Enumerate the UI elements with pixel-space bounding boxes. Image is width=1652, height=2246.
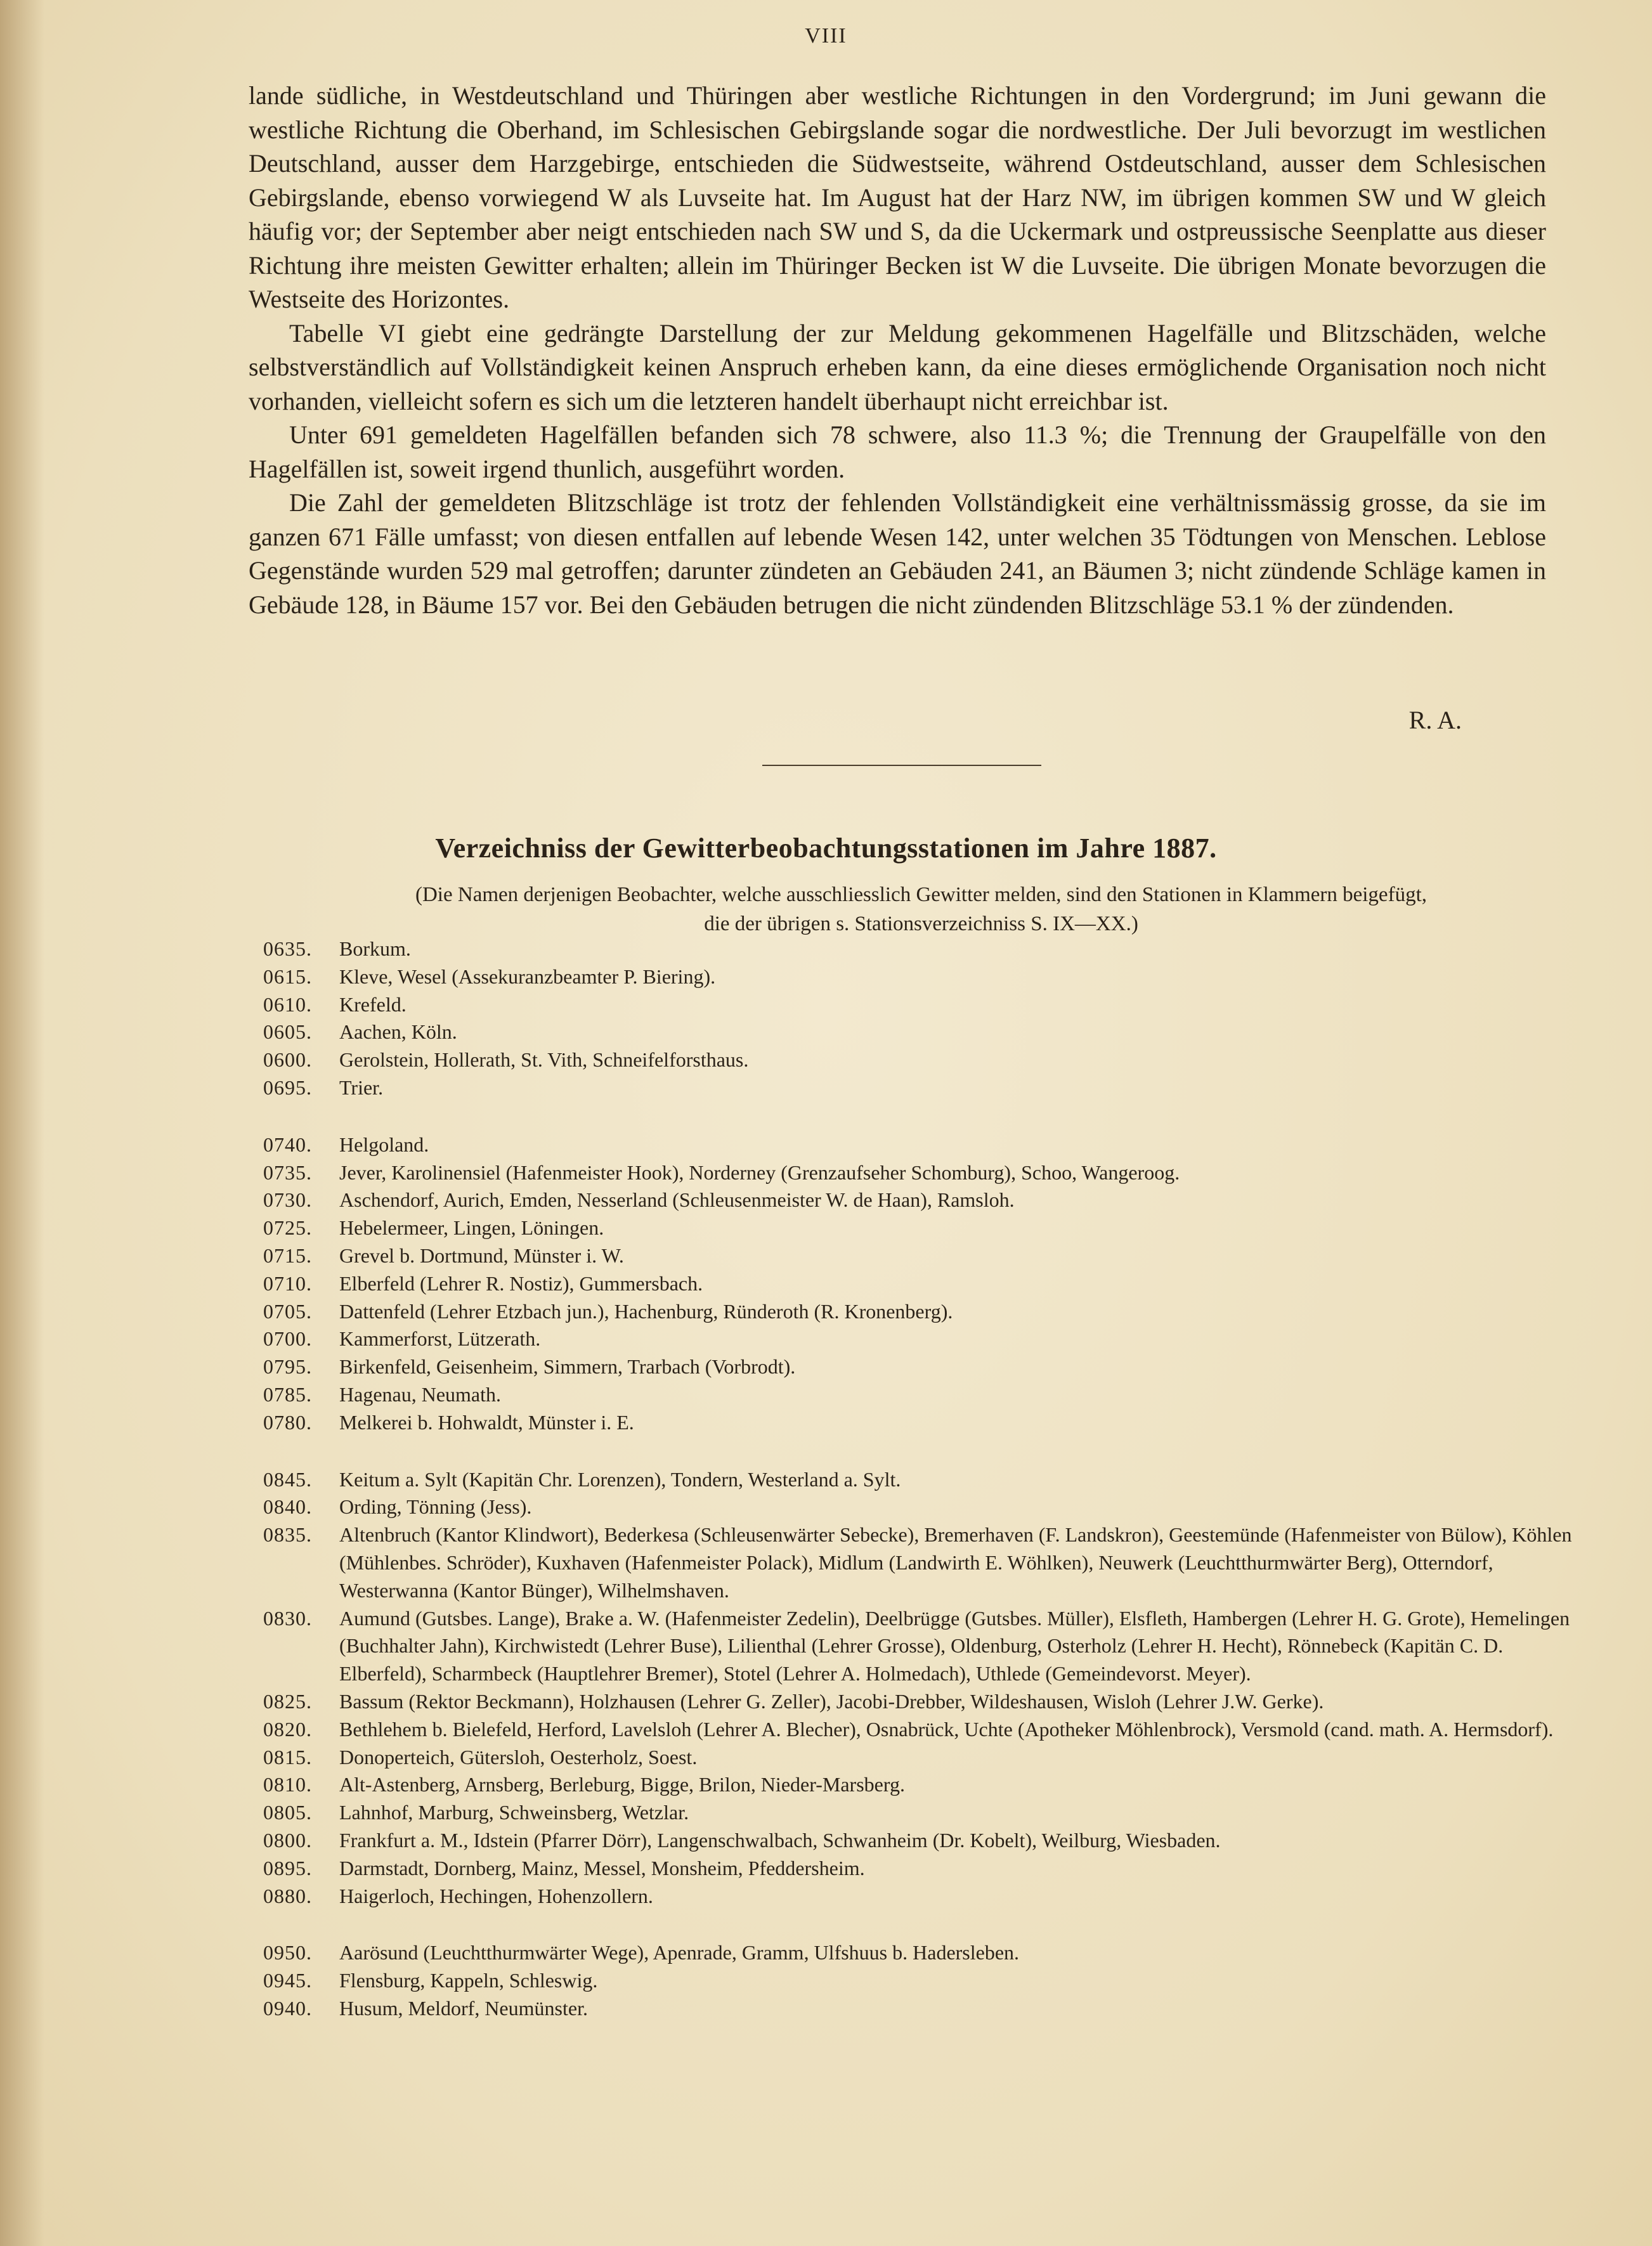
station-names: Kleve, Wesel (Assekuranzbeamter P. Biering). bbox=[339, 964, 716, 988]
station-code: 0830. bbox=[263, 1606, 312, 1630]
station-entry bbox=[263, 1381, 1582, 1409]
station-entry bbox=[263, 1214, 1582, 1242]
station-names: Gerolstein, Hollerath, St. Vith, Schneifelforsthaus. bbox=[339, 1048, 749, 1072]
station-names: Bassum (Rektor Beckmann), Holzhausen (Lehrer G. Zeller), Jacobi-Drebber, Wildeshausen, Wisloh (Lehrer J.W. Gerke). bbox=[339, 1689, 1324, 1713]
station-entry bbox=[263, 1521, 1582, 1604]
station-code: 0800. bbox=[263, 1828, 312, 1852]
station-names: Alt-Astenberg, Arnsberg, Berleburg, Bigge, Brilon, Nieder-Marsberg. bbox=[339, 1773, 905, 1796]
station-entry bbox=[263, 1242, 1582, 1270]
station-entry bbox=[263, 1325, 1582, 1353]
station-code: 0805. bbox=[263, 1801, 312, 1824]
station-code: 0695. bbox=[263, 1075, 312, 1099]
station-entry bbox=[263, 1409, 1582, 1437]
station-names: Husum, Meldorf, Neumünster. bbox=[339, 1996, 588, 2020]
station-entry bbox=[263, 935, 1582, 963]
station-names: Elberfeld (Lehrer R. Nostiz), Gummersbach. bbox=[339, 1271, 703, 1295]
station-names: Jever, Karolinensiel (Hafenmeister Hook), Norderney (Grenzaufseher Schomburg), Schoo, Wangeroog. bbox=[339, 1160, 1180, 1184]
paragraph: Tabelle VI giebt eine gedrängte Darstellung der zur Meldung gekommenen Hagelfälle und Blitzschäden, welche selbstverständlich auf Vollständigkeit keinen Anspruch erheben kann, da eine dieses ermöglichende Organisation noch nicht vorhanden, vielleicht sofern es sich um die letzteren handelt überhaupt nicht erreichbar ist. bbox=[249, 318, 1546, 415]
station-entry bbox=[263, 1883, 1582, 1911]
station-code: 0825. bbox=[263, 1689, 312, 1713]
station-names: Lahnhof, Marburg, Schweinsberg, Wetzlar. bbox=[339, 1801, 689, 1824]
station-names: Keitum a. Sylt (Kapitän Chr. Lorenzen), Tondern, Westerland a. Sylt. bbox=[339, 1467, 901, 1491]
station-names: Aachen, Köln. bbox=[339, 1020, 457, 1044]
station-entry bbox=[263, 1270, 1582, 1298]
page-number: VIII bbox=[805, 24, 847, 48]
paragraph: lande südliche, in Westdeutschland und Thüringen aber westliche Richtungen in den Vordergrund; im Juni gewann die westliche Richtung die Oberhand, im Schlesischen Gebirgslande sogar die nordwestliche. Der Juli bevorzugt im westlichen Deutschland, ausser dem Harzgebirge, entschieden die Südwestseite, während Ostdeutschland, ausser dem Schlesischen Gebirgslande, ebenso vorwiegend W als Luvseite hat. Im August hat der Harz NW, im übrigen kommen SW und W gleich häufig vor; der September aber neigt entschieden nach SW und S, da die Uckermark und ostpreussische Seenplatte aus dieser Richtung ihre meisten Gewitter erhalten; allein im Thüringer Becken ist W die Luvseite. Die übrigen Monate bevorzugen die Westseite des Horizontes. bbox=[249, 81, 1546, 313]
station-code: 0705. bbox=[263, 1299, 312, 1323]
station-group bbox=[263, 1939, 1582, 2022]
station-names: Bethlehem b. Bielefeld, Herford, Lavelsloh (Lehrer A. Blecher), Osnabrück, Uchte (Apotheker Möhlenbrock), Versmold (cand. math. A. Hermsdorf). bbox=[339, 1717, 1554, 1741]
station-code: 0740. bbox=[263, 1133, 312, 1156]
paragraph: Die Zahl der gemeldeten Blitzschläge ist trotz der fehlenden Vollständigkeit eine verhältnissmässig grosse, da sie im ganzen 671 Fälle umfasst; von diesen entfallen auf lebende Wesen 142, unter welchen 35 Tödtungen von Menschen. Leblose Gegenstände wurden 529 mal getroffen; darunter zündeten an Gebäuden 241, an Bäumen 3; nicht zündende Schläge kamen in Gebäude 128, in Bäume 157 vor. Bei den Gebäuden betrugen die nicht zündenden Blitzschläge 53.1 % der zündenden. bbox=[249, 488, 1546, 619]
station-names: Aumund (Gutsbes. Lange), Brake a. W. (Hafenmeister Zedelin), Deelbrügge (Gutsbes. Müller), Elsfleth, Hambergen (Lehrer H. G. Grote), Hemelingen (Buchhalter Jahn), Kirchwistedt (Lehrer Buse), Lilienthal (Lehrer Grosse), Oldenburg, Osterholz (Lehrer H. Hecht), Rönnebeck (Kapitän C. D. Elberfeld), Scharmbeck (Hauptlehrer Bremer), Stotel (Lehrer A. Holmedach), Uthlede (Gemeindevorst. Meyer). bbox=[339, 1606, 1570, 1685]
station-code: 0840. bbox=[263, 1495, 312, 1519]
station-entry bbox=[263, 1688, 1582, 1716]
station-code: 0635. bbox=[263, 937, 312, 960]
station-names: Melkerei b. Hohwaldt, Münster i. E. bbox=[339, 1410, 634, 1434]
station-entry bbox=[263, 1186, 1582, 1214]
station-entry bbox=[263, 1799, 1582, 1827]
station-code: 0815. bbox=[263, 1745, 312, 1769]
station-names: Hagenau, Neumath. bbox=[339, 1382, 502, 1406]
body-text bbox=[249, 79, 1546, 621]
station-names: Helgoland. bbox=[339, 1133, 429, 1156]
station-code: 0725. bbox=[263, 1216, 312, 1240]
station-entry bbox=[263, 1995, 1582, 2023]
station-code: 0700. bbox=[263, 1327, 312, 1351]
section-note bbox=[292, 880, 1551, 938]
station-entry bbox=[263, 1298, 1582, 1326]
station-code: 0730. bbox=[263, 1188, 312, 1212]
station-code: 0715. bbox=[263, 1243, 312, 1267]
station-names: Krefeld. bbox=[339, 992, 406, 1016]
station-code: 0945. bbox=[263, 1969, 312, 1992]
station-entry bbox=[263, 1074, 1582, 1102]
station-code: 0795. bbox=[263, 1355, 312, 1379]
station-code: 0735. bbox=[263, 1160, 312, 1184]
station-entry bbox=[263, 1939, 1582, 1967]
station-code: 0615. bbox=[263, 964, 312, 988]
station-group bbox=[263, 1466, 1582, 1911]
station-code: 0845. bbox=[263, 1467, 312, 1491]
station-names: Grevel b. Dortmund, Münster i. W. bbox=[339, 1243, 624, 1267]
station-entry bbox=[263, 1159, 1582, 1187]
station-names: Borkum. bbox=[339, 937, 411, 960]
station-entry bbox=[263, 1493, 1582, 1521]
station-names: Darmstadt, Dornberg, Mainz, Messel, Monsheim, Pfeddersheim. bbox=[339, 1856, 865, 1879]
station-names: Kammerforst, Lützerath. bbox=[339, 1327, 541, 1351]
station-list bbox=[263, 935, 1582, 2052]
station-entry bbox=[263, 1967, 1582, 1995]
station-names: Haigerloch, Hechingen, Hohenzollern. bbox=[339, 1884, 653, 1907]
section-divider bbox=[762, 765, 1041, 766]
station-names: Ording, Tönning (Jess). bbox=[339, 1495, 532, 1519]
station-entry bbox=[263, 1466, 1582, 1494]
station-code: 0820. bbox=[263, 1717, 312, 1741]
station-entry bbox=[263, 1716, 1582, 1744]
station-code: 0605. bbox=[263, 1020, 312, 1044]
station-names: Altenbruch (Kantor Klindwort), Bederkesa (Schleusenwärter Sebecke), Bremerhaven (F. Landskron), Geestemünde (Hafenmeister von Bülow), Köhlen (Mühlenbes. Schröder), Kuxhaven (Hafenmeister Polack), Midlum (Landwirth E. Wöhlken), Neuwerk (Leuchtthurmwärter Berg), Otterndorf, Westerwanna (Kantor Bünger), Wilhelmshaven. bbox=[339, 1523, 1572, 1602]
station-entry bbox=[263, 1827, 1582, 1855]
station-names: Hebelermeer, Lingen, Löningen. bbox=[339, 1216, 604, 1240]
station-entry bbox=[263, 1855, 1582, 1883]
note-line: (Die Namen derjenigen Beobachter, welche ausschliesslich Gewitter melden, sind den Stationen in Klammern beigefügt, bbox=[415, 883, 1427, 906]
station-code: 0835. bbox=[263, 1523, 312, 1547]
station-names: Aschendorf, Aurich, Emden, Nesserland (Schleusenmeister W. de Haan), Ramsloh. bbox=[339, 1188, 1015, 1212]
station-names: Aarösund (Leuchtthurmwärter Wege), Apenrade, Gramm, Ulfshuus b. Hadersleben. bbox=[339, 1941, 1020, 1964]
note-line: die der übrigen s. Stationsverzeichniss S. IX—XX.) bbox=[704, 912, 1138, 935]
section-heading: Verzeichniss der Gewitterbeobachtungsstationen im Jahre 1887. bbox=[435, 833, 1217, 864]
author-signature: R. A. bbox=[1408, 706, 1462, 734]
station-names: Flensburg, Kappeln, Schleswig. bbox=[339, 1969, 598, 1992]
station-code: 0810. bbox=[263, 1773, 312, 1796]
station-names: Birkenfeld, Geisenheim, Simmern, Trarbach (Vorbrodt). bbox=[339, 1355, 796, 1379]
station-names: Trier. bbox=[339, 1075, 384, 1099]
station-code: 0710. bbox=[263, 1271, 312, 1295]
station-entry bbox=[263, 991, 1582, 1019]
station-code: 0780. bbox=[263, 1410, 312, 1434]
station-code: 0610. bbox=[263, 992, 312, 1016]
paragraph: Unter 691 gemeldeten Hagelfällen befanden sich 78 schwere, also 11.3 %; die Trennung der Graupelfälle von den Hagelfällen ist, soweit irgend thunlich, ausgeführt worden. bbox=[249, 420, 1546, 483]
station-code: 0895. bbox=[263, 1856, 312, 1879]
station-entry bbox=[263, 1018, 1582, 1046]
station-group bbox=[263, 1131, 1582, 1437]
station-entry bbox=[263, 1046, 1582, 1074]
station-entry bbox=[263, 1744, 1582, 1772]
station-code: 0600. bbox=[263, 1048, 312, 1072]
station-code: 0785. bbox=[263, 1382, 312, 1406]
page-edge-shadow bbox=[0, 0, 44, 2246]
station-entry bbox=[263, 1605, 1582, 1688]
station-code: 0950. bbox=[263, 1941, 312, 1964]
station-entry bbox=[263, 963, 1582, 991]
station-code: 0880. bbox=[263, 1884, 312, 1907]
station-names: Dattenfeld (Lehrer Etzbach jun.), Hachenburg, Ründeroth (R. Kronenberg). bbox=[339, 1299, 953, 1323]
station-names: Frankfurt a. M., Idstein (Pfarrer Dörr), Langenschwalbach, Schwanheim (Dr. Kobelt), Weilburg, Wiesbaden. bbox=[339, 1828, 1221, 1852]
station-entry bbox=[263, 1353, 1582, 1381]
station-entry bbox=[263, 1131, 1582, 1159]
station-names: Donoperteich, Gütersloh, Oesterholz, Soest. bbox=[339, 1745, 698, 1769]
station-entry bbox=[263, 1771, 1582, 1799]
station-group bbox=[263, 935, 1582, 1102]
station-code: 0940. bbox=[263, 1996, 312, 2020]
